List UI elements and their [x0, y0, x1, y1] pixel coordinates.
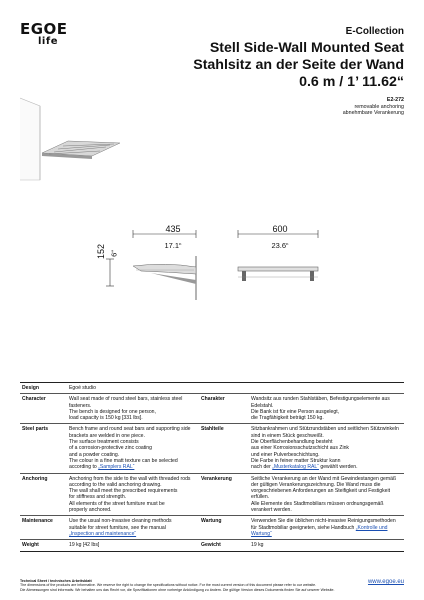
product-note-en: removable anchoring: [354, 103, 404, 110]
steel-text-de: Sitzbankrahmen und Stützrundstäben und seitlichen Stützwinkeln sind in einem Stück geschweißt. Die Oberflächenbehandlung besteht aus einer Korrosionsschutzschicht aus Zink und einer Pulverbeschichtung. Die Farbe in feiner matter Struktur kann nach der: [251, 426, 399, 471]
footer: [20, 579, 404, 592]
brand-sub: life: [38, 36, 58, 47]
maintenance-cell-en: [67, 516, 199, 540]
side-height-in: 6“: [109, 250, 119, 257]
side-width-in: 17.1“: [164, 241, 182, 250]
side-height-mm: 152: [96, 243, 106, 259]
character-label-en: Character: [22, 396, 46, 403]
product-note-de: abnehmbare Verankerung: [342, 110, 404, 116]
front-dimension-drawing: [236, 222, 322, 302]
steel-text-en: Bench frame and round seat bars and supporting side brackets are welded in one piece. The surface treatment consists of a corrosion-protective zinc coating and a powder coating. The colour in a fine matt texture can be selected according to: [69, 426, 191, 471]
spec-row-design: [20, 383, 404, 394]
anchoring-text-en: Anchoring from the side to the wall with threaded rods according to the valid anchoring drawing. The wall shall meet the prescribed requirements for stiffness and strength. All elements of the street furniture must be properly anchored.: [69, 475, 191, 514]
anchoring-label-en: Anchoring: [22, 475, 48, 482]
spec-row: [20, 540, 404, 551]
title-en: Stell Side-Wall Mounted Seat: [209, 40, 404, 56]
weight-text-en: 19 kg [42 lbs]: [69, 542, 100, 549]
maintenance-text-en: Use the usual non-invasive cleaning methods suitable for street furniture, see the manual: [69, 518, 172, 531]
maintenance-label-de: Wartung: [201, 518, 222, 525]
product-id: E2-272: [386, 97, 404, 103]
spec-row: [20, 473, 404, 516]
website-link[interactable]: www.egoe.eu: [367, 579, 404, 585]
character-text-de: Wandsitz aus runden Stahlstäben, Befestigungselemente aus Edelstahl. Die Bank ist für eine Person ausgelegt, die Tragfähigkeit beträgt 150 kg.: [251, 396, 390, 422]
footer-note-en: The dimensions of the products are informative. We reserve the right to change the specifications without notice. For the most current version of this document please refer to our website.: [20, 583, 317, 588]
product-code: [343, 97, 404, 117]
spec-row: [20, 516, 404, 540]
maintenance-text-de: Verwenden Sie die üblichen nicht-invasive Reinigungsmethoden für Stadtmobiliar geeigneten, siehe Handbuch: [251, 518, 396, 531]
character-label-de: Charakter: [201, 396, 225, 403]
brand-name: EGOE: [20, 20, 68, 38]
steel-tail-de: gewählt werden.: [318, 464, 358, 471]
kontrolle-link[interactable]: „Kontrolle und Wartung“: [251, 524, 388, 537]
steel-label-de: Stahlteile: [201, 426, 224, 433]
steel-cell-en: [67, 424, 199, 473]
weight-text-de: 19 kg: [251, 542, 264, 549]
front-width-in: 23.6“: [271, 241, 289, 250]
character-text-en: Wall seat made of round steel bars, stainless steel fasteners. The bench is designed for one person, load capacity is 150 kg [331 lbs].: [69, 396, 183, 422]
title-de: Stahlsitz an der Seite der Wand: [193, 57, 404, 73]
product-illustration: [20, 96, 130, 182]
ral-katalog-link[interactable]: „Musterkatalog RAL“: [272, 464, 319, 471]
ral-samplers-link[interactable]: „Samplers RAL“: [98, 464, 135, 471]
anchoring-text-de: Seitliche Verankerung an der Wand mit Gewindestangen gemäß der gültigen Verankerungszeichnung. Die Wand muss die vorgeschriebenen Anforderungen an Steifigkeit und Festigkeit erfüllen. Alle Elemente des Stadtmobiliars müssen ordnungsgemäß verankert werden.: [251, 475, 397, 514]
steel-cell-de: [249, 424, 404, 473]
front-width-mm: 600: [272, 224, 288, 234]
maintenance-label-en: Maintenance: [22, 518, 53, 525]
inspection-link[interactable]: „Inspection and maintenance“: [69, 530, 137, 537]
side-width-mm: 435: [165, 224, 181, 234]
title-size: 0.6 m / 1’ 11.62“: [299, 74, 404, 90]
side-dimension-drawing: [96, 222, 206, 302]
collection-label: E-Collection: [345, 26, 404, 37]
maintenance-cell-de: [249, 516, 404, 540]
footer-note-de: Die Abmessungen sind informativ. Wir behalten uns das Recht vor, die Spezifikationen ohne vorherige Ankündigung zu ändern. Die gültige Version dieses Dokuments finden Sie auf unserer Website.: [20, 587, 335, 592]
spec-row: [20, 394, 404, 424]
brand-logo: [20, 22, 68, 47]
spec-table: [20, 382, 404, 552]
anchoring-label-de: Verankerung: [201, 475, 232, 482]
design-value: Egoé studio: [69, 385, 96, 391]
steel-label-en: Steel parts: [22, 426, 49, 433]
design-label: Design: [22, 385, 39, 391]
page-title: [193, 40, 404, 91]
footer-heading: Technical Sheet / technisches Arbeitsblatt: [20, 579, 92, 583]
spec-row: [20, 424, 404, 473]
weight-label-en: Weight: [22, 542, 39, 549]
weight-label-de: Gewicht: [201, 542, 221, 549]
